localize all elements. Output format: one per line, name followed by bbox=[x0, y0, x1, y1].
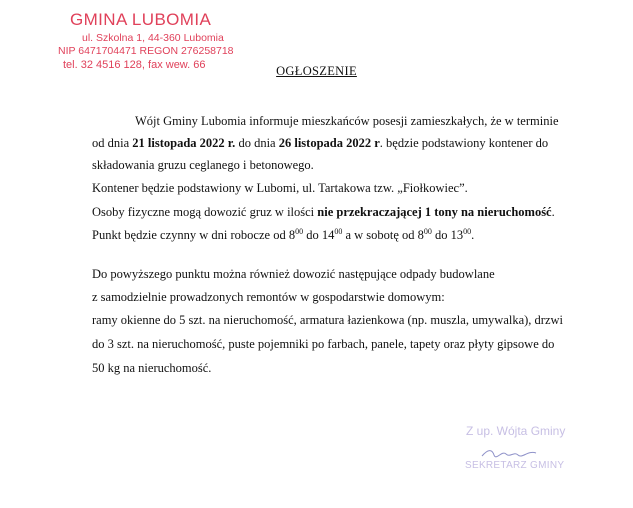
hour-minutes: 00 bbox=[423, 226, 432, 236]
text-fragment: a w sobotę od 8 bbox=[342, 228, 424, 242]
text-fragment: . bbox=[471, 228, 475, 242]
weight-limit: nie przekraczającej 1 tony na nieruchomość bbox=[317, 205, 552, 219]
signature-authority: Z up. Wójta Gminy bbox=[466, 424, 566, 438]
text-fragment: . bbox=[551, 205, 555, 219]
text-line: Wójt Gminy Lubomia informuje mieszkańców posesji zamieszkałych, że w terminie bbox=[135, 114, 559, 128]
text-fragment: od dnia bbox=[92, 136, 133, 150]
text-fragment: Osoby fizyczne mogą dowozić gruz w ilości bbox=[92, 205, 318, 219]
text-line: ramy okienne do 5 szt. na nieruchomość, armatura łazienkowa (np. muszla, umywalka), drzwi bbox=[92, 313, 564, 327]
opening-hours bbox=[92, 228, 474, 243]
stamp-nip-regon: NIP 6471704471 REGON 276258718 bbox=[58, 45, 234, 57]
text-line-dates bbox=[92, 136, 548, 151]
stamp-name: GMINA LUBOMIA bbox=[70, 10, 212, 29]
document-title bbox=[0, 64, 633, 79]
text-fragment: . będzie podstawiony kontener do bbox=[379, 136, 549, 150]
text-fragment: do 13 bbox=[431, 228, 464, 242]
text-fragment: do 14 bbox=[303, 228, 335, 242]
hour-minutes: 00 bbox=[334, 226, 343, 236]
text-fragment: Punkt będzie czynny w dni robocze od 8 bbox=[92, 228, 296, 242]
start-date: 21 listopada 2022 r. bbox=[132, 136, 236, 150]
text-line: składowania gruzu ceglanego i betonowego. bbox=[92, 158, 314, 172]
text-line: Do powyższego punktu można również dowozić następujące odpady budowlane bbox=[92, 267, 495, 281]
signature-scribble-icon bbox=[480, 447, 540, 459]
text-line: Kontener będzie podstawiony w Lubomi, ul. Tartakowa tzw. „Fiołkowiec”. bbox=[92, 181, 468, 195]
title-text: OGŁOSZENIE bbox=[276, 64, 357, 78]
handwritten-signature bbox=[480, 447, 540, 461]
text-fragment: do dnia bbox=[235, 136, 279, 150]
stamp-phone: tel. 32 4516 128, fax wew. 66 bbox=[63, 59, 206, 71]
end-date: 26 listopada 2022 r bbox=[278, 136, 380, 150]
text-line: do 3 szt. na nieruchomość, puste pojemniki po farbach, panele, tapety oraz płyty gipsowe do bbox=[92, 337, 555, 351]
stamp-address: ul. Szkolna 1, 44-360 Lubomia bbox=[82, 32, 224, 44]
text-line-limit bbox=[92, 205, 555, 220]
signature-title: SEKRETARZ GMINY bbox=[465, 460, 565, 471]
hour-minutes: 00 bbox=[295, 226, 304, 236]
text-line: 50 kg na nieruchomość. bbox=[92, 361, 212, 375]
text-line: z samodzielnie prowadzonych remontów w gospodarstwie domowym: bbox=[92, 290, 445, 304]
hour-minutes: 00 bbox=[463, 226, 472, 236]
